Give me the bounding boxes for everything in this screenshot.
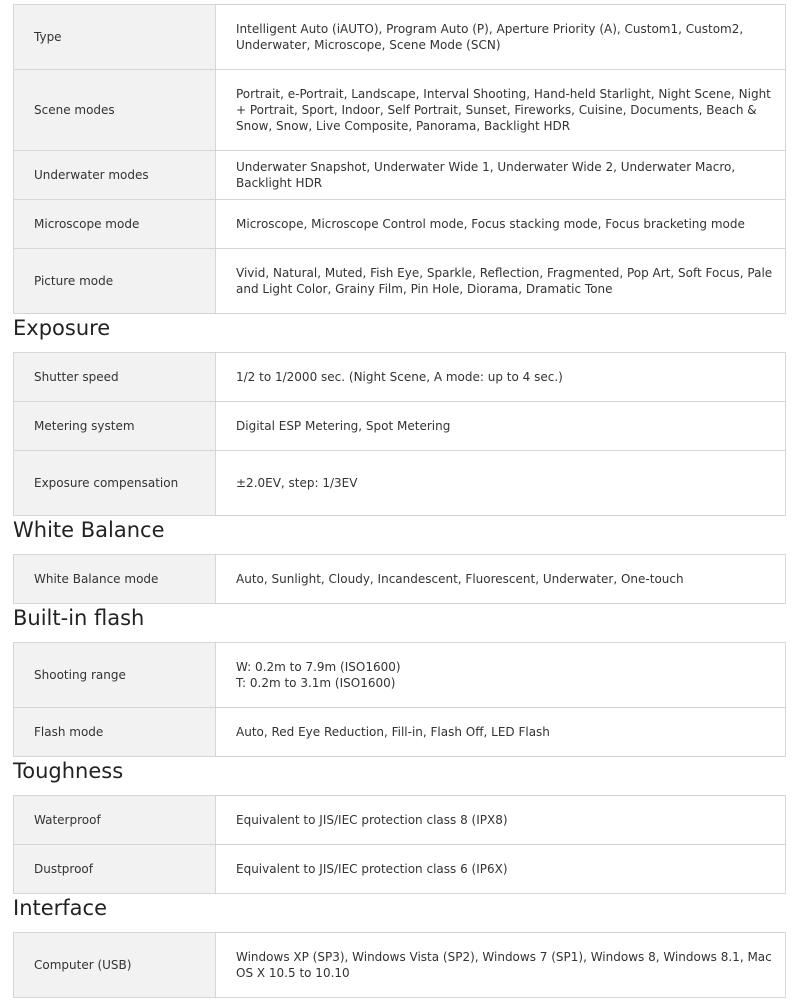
white-balance-table (13, 554, 786, 604)
section-heading-white-balance: White Balance (13, 518, 165, 542)
table-row (14, 151, 786, 200)
row-value: Intelligent Auto (iAUTO), Program Auto (P), Aperture Priority (A), Custom1, Custom2, Underwater, Microscope, Scene Mode (SCN) (216, 5, 786, 70)
row-value: Digital ESP Metering, Spot Metering (216, 402, 786, 451)
section-heading-toughness: Toughness (13, 759, 124, 783)
table-row (14, 353, 786, 402)
shooting-range-tele: T: 0.2m to 3.1m (ISO1600) (236, 676, 396, 690)
row-value: Portrait, e-Portrait, Landscape, Interval Shooting, Hand-held Starlight, Night Scene, Night + Portrait, Sport, Indoor, Self Portrait, Sunset, Fireworks, Cuisine, Documents, Beach & Snow, Snow, Live Composite, Panorama, Backlight HDR (216, 70, 786, 151)
row-label: Scene modes (14, 70, 216, 151)
section-heading-built-in-flash: Built-in flash (13, 606, 145, 630)
row-label: Flash mode (14, 708, 216, 757)
row-value (216, 643, 786, 708)
row-label: White Balance mode (14, 555, 216, 604)
table-row (14, 643, 786, 708)
row-label: Type (14, 5, 216, 70)
table-row (14, 451, 786, 516)
row-label: Microscope mode (14, 200, 216, 249)
row-value: Equivalent to JIS/IEC protection class 8 (IPX8) (216, 796, 786, 845)
row-value: 1/2 to 1/2000 sec. (Night Scene, A mode: up to 4 sec.) (216, 353, 786, 402)
table-row (14, 200, 786, 249)
row-value: Auto, Sunlight, Cloudy, Incandescent, Fluorescent, Underwater, One-touch (216, 555, 786, 604)
row-value: Microscope, Microscope Control mode, Focus stacking mode, Focus bracketing mode (216, 200, 786, 249)
section-heading-exposure: Exposure (13, 316, 111, 340)
table-row (14, 402, 786, 451)
row-value: Auto, Red Eye Reduction, Fill-in, Flash Off, LED Flash (216, 708, 786, 757)
table-row (14, 5, 786, 70)
table-row (14, 249, 786, 314)
table-row (14, 555, 786, 604)
row-value: Vivid, Natural, Muted, Fish Eye, Sparkle, Reflection, Fragmented, Pop Art, Soft Focus, Pale and Light Color, Grainy Film, Pin Hole, Diorama, Dramatic Tone (216, 249, 786, 314)
table-row (14, 70, 786, 151)
interface-table (13, 932, 786, 998)
row-label: Dustproof (14, 845, 216, 894)
row-value: Equivalent to JIS/IEC protection class 6 (IP6X) (216, 845, 786, 894)
spec-sheet (13, 4, 786, 998)
shooting-modes-table (13, 4, 786, 314)
table-row (14, 796, 786, 845)
row-label: Shutter speed (14, 353, 216, 402)
row-label: Computer (USB) (14, 933, 216, 998)
row-value: Windows XP (SP3), Windows Vista (SP2), Windows 7 (SP1), Windows 8, Windows 8.1, Mac OS X 10.5 to 10.10 (216, 933, 786, 998)
row-value: ±2.0EV, step: 1/3EV (216, 451, 786, 516)
table-row (14, 933, 786, 998)
row-label: Picture mode (14, 249, 216, 314)
toughness-table (13, 795, 786, 894)
table-row (14, 845, 786, 894)
row-label: Exposure compensation (14, 451, 216, 516)
row-label: Underwater modes (14, 151, 216, 200)
shooting-range-wide: W: 0.2m to 7.9m (ISO1600) (236, 660, 401, 674)
row-label: Shooting range (14, 643, 216, 708)
row-label: Metering system (14, 402, 216, 451)
section-heading-interface: Interface (13, 896, 108, 920)
row-value: Underwater Snapshot, Underwater Wide 1, Underwater Wide 2, Underwater Macro, Backlight HDR (216, 151, 786, 200)
table-row (14, 708, 786, 757)
flash-table (13, 642, 786, 757)
exposure-table (13, 352, 786, 516)
row-label: Waterproof (14, 796, 216, 845)
